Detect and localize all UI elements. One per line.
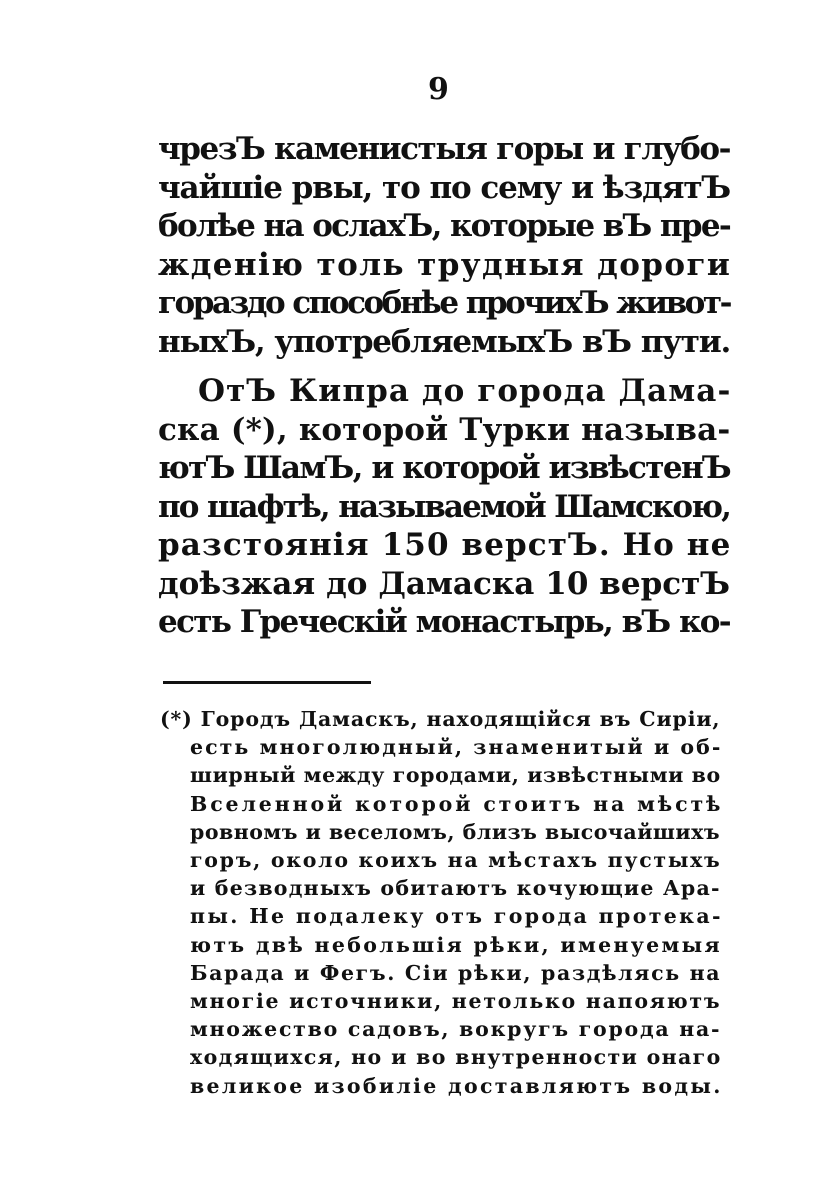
footnote-line: и безводныхъ обитаютъ кочующие Ара- bbox=[190, 876, 721, 901]
text-line: болѣе на ослахЪ, которые вЪ пре- bbox=[158, 208, 730, 244]
text-line: жденію толь трудныя дороги bbox=[158, 246, 732, 283]
footnote-line: ровномъ и веселомъ, близъ высочайшихъ bbox=[190, 819, 721, 844]
text-line: гораздо способнѣе прочихЪ живот- bbox=[158, 285, 730, 321]
text-line: есть Греческій монастырь, вЪ ко- bbox=[158, 604, 730, 640]
footnote-line: ширный между городами, извѣстными во bbox=[190, 763, 721, 788]
footnote-line: есть многолюдный, знаменитый и об- bbox=[190, 735, 723, 760]
footnote-line: многіе источники, нетолько напояютъ bbox=[190, 989, 722, 1014]
text-line: ныхЪ, употребляемыхЪ вЪ пути. bbox=[158, 323, 730, 360]
footnote bbox=[160, 705, 724, 1100]
footnote-line: великое изобиліе доставляютъ воды. bbox=[190, 1073, 723, 1098]
footnote-line: множество садовъ, вокругъ города на- bbox=[190, 1017, 722, 1042]
footnote-line: ютъ двѣ небольшія рѣки, именуемыя bbox=[190, 932, 722, 957]
text-line: ОтЪ Кипра до города Дама- bbox=[198, 373, 732, 409]
main-text bbox=[158, 130, 730, 642]
footnote-line: (*) Городъ Дамаскъ, находящійся въ Сиріи, bbox=[160, 707, 721, 731]
text-line: разстоянія 150 верстЪ. Но не bbox=[158, 527, 732, 563]
text-line: ска (*), которой Турки называ- bbox=[158, 411, 731, 448]
footnote-line: горъ, около коихъ на мѣстахъ пустыхъ bbox=[190, 848, 722, 873]
footnote-line: ходящихся, но и во внутренности онаго bbox=[190, 1045, 722, 1070]
footnote-line: пы. Не подалеку отъ города протека- bbox=[190, 904, 723, 929]
text-line: по шафтѣ, называемой Шамскою, bbox=[158, 488, 730, 525]
paragraph-1 bbox=[158, 130, 730, 361]
text-line: ютЪ ШамЪ, и которой извѣстенЪ bbox=[158, 450, 730, 486]
paragraph-2 bbox=[158, 372, 730, 642]
text-line: доѣзжая до Дамаска 10 верстЪ bbox=[158, 565, 730, 602]
footnote-separator bbox=[163, 681, 371, 684]
footnote-line: Вселенной которой стоитъ на мѣстѣ bbox=[190, 791, 724, 816]
text-line: чрезЪ каменистыя горы и глубо- bbox=[158, 131, 730, 167]
text-line: чайшіе рвы, то по сему и ѣздятЪ bbox=[158, 169, 730, 206]
footnote-line: Барада и Фегъ. Сіи рѣки, раздѣлясь на bbox=[190, 960, 722, 985]
page-number: 9 bbox=[428, 72, 449, 107]
